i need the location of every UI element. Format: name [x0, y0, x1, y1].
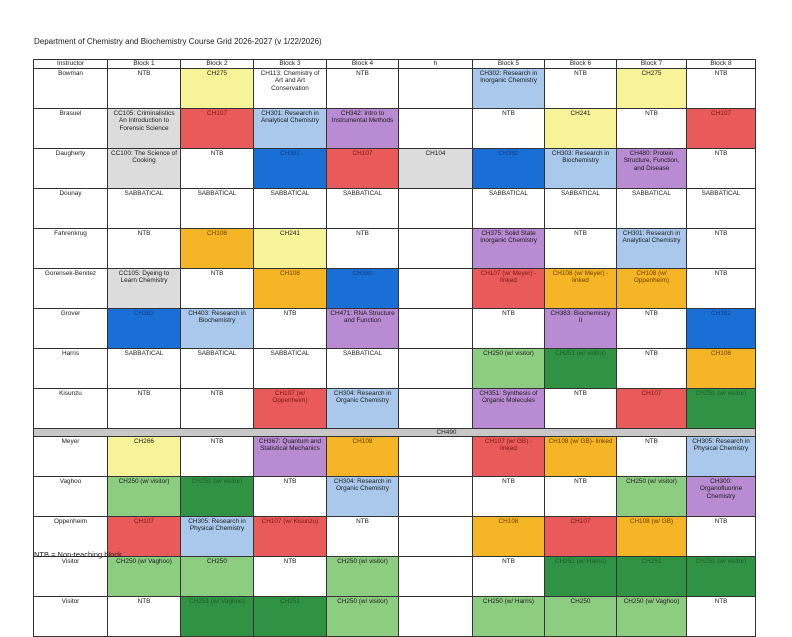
course-cell: NTB — [473, 557, 545, 597]
course-cell: CH108 — [473, 517, 545, 557]
course-cell: SABBATICAL — [254, 349, 327, 389]
course-cell: NTB — [545, 69, 617, 109]
course-cell: CH250 (w/ visitor) — [327, 557, 399, 597]
instructor-name: Vaghoo — [34, 477, 108, 517]
instructor-name: Gorensek-Benitez — [34, 269, 108, 309]
column-header: Block 4 — [327, 60, 399, 69]
course-cell: NTB — [473, 309, 545, 349]
course-cell: NTB — [617, 109, 687, 149]
course-cell: CH250 (w/ Vaghoo) — [617, 597, 687, 637]
course-cell: CH107 — [687, 109, 756, 149]
course-cell: CH382 — [687, 309, 756, 349]
course-cell: CH250 (w/ visitor) — [473, 349, 545, 389]
course-cell: CH480: Protein Structure, Function, and Disease — [617, 149, 687, 189]
table-row — [34, 597, 756, 637]
course-cell: SABBATICAL — [181, 189, 254, 229]
column-header: Block 8 — [687, 60, 756, 69]
course-cell: CH107 — [108, 517, 181, 557]
column-header: Block 2 — [181, 60, 254, 69]
column-header: Block 3 — [254, 60, 327, 69]
course-cell: SABBATICAL — [545, 189, 617, 229]
course-cell: CH375: Solid State Inorganic Chemistry — [473, 229, 545, 269]
course-cell: CH305: Research in Physical Chemistry — [687, 437, 756, 477]
course-cell: CH383: Biochemistry II — [545, 309, 617, 349]
course-cell: CH403: Research in Biochemistry — [181, 309, 254, 349]
course-cell — [399, 477, 473, 517]
instructor-name: Bowman — [34, 69, 108, 109]
header-row — [34, 60, 756, 69]
instructor-name: Kisunzu — [34, 389, 108, 429]
course-cell: NTB — [687, 517, 756, 557]
table-row — [34, 349, 756, 389]
course-cell: NTB — [327, 229, 399, 269]
course-cell: CH382 — [254, 149, 327, 189]
course-cell: CH382 — [473, 149, 545, 189]
course-cell: CH382 — [108, 309, 181, 349]
course-cell: SABBATICAL — [473, 189, 545, 229]
course-cell: SABBATICAL — [254, 189, 327, 229]
course-cell: NTB — [254, 477, 327, 517]
course-cell: CH108 — [254, 269, 327, 309]
course-cell: CH471: RNA Structure and Function — [327, 309, 399, 349]
footnote: NTB = Non-teaching block — [34, 550, 122, 559]
course-cell — [399, 517, 473, 557]
course-cell: CH108 (w/ GB) — [617, 517, 687, 557]
course-cell: NTB — [108, 389, 181, 429]
table-row — [34, 269, 756, 309]
course-cell: CH251 — [254, 597, 327, 637]
course-cell: CH275 — [617, 69, 687, 109]
course-cell — [399, 69, 473, 109]
course-cell: NTB — [617, 309, 687, 349]
course-cell: SABBATICAL — [687, 189, 756, 229]
course-cell: CH108 (w/ GB)- linked — [545, 437, 617, 477]
course-cell: NTB — [181, 149, 254, 189]
table-row — [34, 189, 756, 229]
course-cell: CH241 — [254, 229, 327, 269]
course-cell: CH251 (w/ visitor) — [687, 557, 756, 597]
course-cell: CH351: Synthesis of Organic Molecules — [473, 389, 545, 429]
course-cell: CH251 (w/ visitor) — [687, 389, 756, 429]
course-cell: NTB — [181, 437, 254, 477]
course-cell — [399, 229, 473, 269]
course-cell: CH250 (w/ Harris) — [473, 597, 545, 637]
course-cell: CC105: Dyeing to Learn Chemistry — [108, 269, 181, 309]
instructor-name: Brasuel — [34, 109, 108, 149]
course-cell: NTB — [108, 597, 181, 637]
course-cell: CH251 (w/ visitor) — [545, 349, 617, 389]
course-cell: CH251 (w/ visitor) — [181, 477, 254, 517]
page-title: Department of Chemistry and Biochemistry Course Grid 2026-2027 (v 1/22/2026) — [34, 37, 322, 46]
course-cell: NTB — [617, 349, 687, 389]
column-header: Block 7 — [617, 60, 687, 69]
table-row — [34, 229, 756, 269]
table-row — [34, 517, 756, 557]
course-cell: SABBATICAL — [617, 189, 687, 229]
course-cell: CH302: Research in Inorganic Chemistry — [473, 69, 545, 109]
course-cell: CH304: Research in Organic Chemistry — [327, 477, 399, 517]
course-cell: NTB — [181, 269, 254, 309]
course-cell: CH300: Organofluorine Chemistry — [687, 477, 756, 517]
course-cell: CH301: Research in Analytical Chemistry — [254, 109, 327, 149]
course-cell: NTB — [545, 477, 617, 517]
course-cell: CC105: Criminalistics An Introduction to Forensic Science — [108, 109, 181, 149]
course-cell: CC100: The Science of Cooking — [108, 149, 181, 189]
column-header: Block 6 — [545, 60, 617, 69]
instructor-name: Fahrenkrug — [34, 229, 108, 269]
table-row — [34, 437, 756, 477]
course-cell: CH342: Intro to Instrumental Methods — [327, 109, 399, 149]
course-cell: SABBATICAL — [327, 189, 399, 229]
course-cell: NTB — [108, 69, 181, 109]
table-row — [34, 149, 756, 189]
instructor-name: Oppenheim — [34, 517, 108, 557]
instructor-name: Visitor — [34, 557, 108, 597]
grid-body — [34, 69, 756, 637]
course-cell: CH250 — [545, 597, 617, 637]
course-cell: NTB — [473, 109, 545, 149]
course-cell: NTB — [687, 269, 756, 309]
course-cell: CH107 (w/ Meyer) - linked — [473, 269, 545, 309]
course-cell: SABBATICAL — [108, 349, 181, 389]
course-cell: CH107 (w/ GB) - linked — [473, 437, 545, 477]
course-cell: CH107 (w/ Oppenheim) — [254, 389, 327, 429]
instructor-name: Meyer — [34, 437, 108, 477]
course-cell: CH250 (w/ visitor) — [108, 477, 181, 517]
course-cell: CH107 — [181, 109, 254, 149]
course-cell: NTB — [687, 149, 756, 189]
course-cell: CH266 — [108, 437, 181, 477]
course-cell: CH107 (w/ Kisunzu) — [254, 517, 327, 557]
course-cell: CH108 — [687, 349, 756, 389]
course-cell: CH250 — [181, 557, 254, 597]
band-label: CH490 — [34, 429, 756, 437]
course-cell: CH250 (w/ Vaghoo) — [108, 557, 181, 597]
table-row — [34, 309, 756, 349]
course-cell: NTB — [545, 229, 617, 269]
course-cell: NTB — [327, 517, 399, 557]
course-cell: CH382 — [327, 269, 399, 309]
course-cell: NTB — [254, 309, 327, 349]
course-grid — [33, 59, 756, 637]
course-cell: CH250 (w/ visitor) — [327, 597, 399, 637]
course-cell: NTB — [473, 477, 545, 517]
course-cell: SABBATICAL — [181, 349, 254, 389]
course-cell: NTB — [545, 389, 617, 429]
band-row — [34, 429, 756, 437]
course-cell: NTB — [181, 389, 254, 429]
course-cell: CH367: Quantum and Statistical Mechanics — [254, 437, 327, 477]
course-cell: CH251 (w/ Harris) — [545, 557, 617, 597]
table-row — [34, 109, 756, 149]
course-cell — [399, 109, 473, 149]
course-cell: CH251 (w/ Vaghoo) — [181, 597, 254, 637]
course-cell: CH108 — [327, 437, 399, 477]
course-cell: NTB — [687, 597, 756, 637]
table-row — [34, 557, 756, 597]
course-cell: CH108 (w/ Oppenheim) — [617, 269, 687, 309]
course-cell: CH107 — [617, 389, 687, 429]
course-cell: CH250 (w/ visitor) — [617, 477, 687, 517]
course-cell: CH301: Research in Analytical Chemistry — [617, 229, 687, 269]
course-cell: CH113: Chemistry of Art and Art Conservation — [254, 69, 327, 109]
course-cell: NTB — [617, 437, 687, 477]
course-cell: CH107 — [545, 517, 617, 557]
course-cell — [399, 189, 473, 229]
instructor-name: Dounay — [34, 189, 108, 229]
table-row — [34, 69, 756, 109]
column-header: h — [399, 60, 473, 69]
course-cell: CH108 (w/ Meyer) - linked — [545, 269, 617, 309]
course-cell: NTB — [108, 229, 181, 269]
instructor-name: Daugherty — [34, 149, 108, 189]
table-row — [34, 389, 756, 429]
course-cell: SABBATICAL — [327, 349, 399, 389]
course-cell — [399, 309, 473, 349]
course-cell: SABBATICAL — [108, 189, 181, 229]
column-header: Block 1 — [108, 60, 181, 69]
course-cell — [399, 437, 473, 477]
course-cell: CH107 — [327, 149, 399, 189]
course-cell: CH303: Research in Biochemistry — [545, 149, 617, 189]
course-cell: CH305: Research in Physical Chemistry — [181, 517, 254, 557]
instructor-name: Grover — [34, 309, 108, 349]
course-cell: CH108 — [181, 229, 254, 269]
course-cell: CH251 — [617, 557, 687, 597]
course-cell: CH275 — [181, 69, 254, 109]
course-cell — [399, 597, 473, 637]
course-cell — [399, 389, 473, 429]
course-cell: NTB — [327, 69, 399, 109]
course-cell — [399, 269, 473, 309]
course-cell: CH241 — [545, 109, 617, 149]
column-header: Block 5 — [473, 60, 545, 69]
course-cell: NTB — [254, 557, 327, 597]
course-cell: CH304: Research in Organic Chemistry — [327, 389, 399, 429]
table-row — [34, 477, 756, 517]
course-cell — [399, 349, 473, 389]
course-cell: CH104 — [399, 149, 473, 189]
course-cell: NTB — [687, 69, 756, 109]
instructor-name: Harris — [34, 349, 108, 389]
course-cell — [399, 557, 473, 597]
course-cell: NTB — [687, 229, 756, 269]
column-header: Instructor — [34, 60, 108, 69]
instructor-name: Visitor — [34, 597, 108, 637]
